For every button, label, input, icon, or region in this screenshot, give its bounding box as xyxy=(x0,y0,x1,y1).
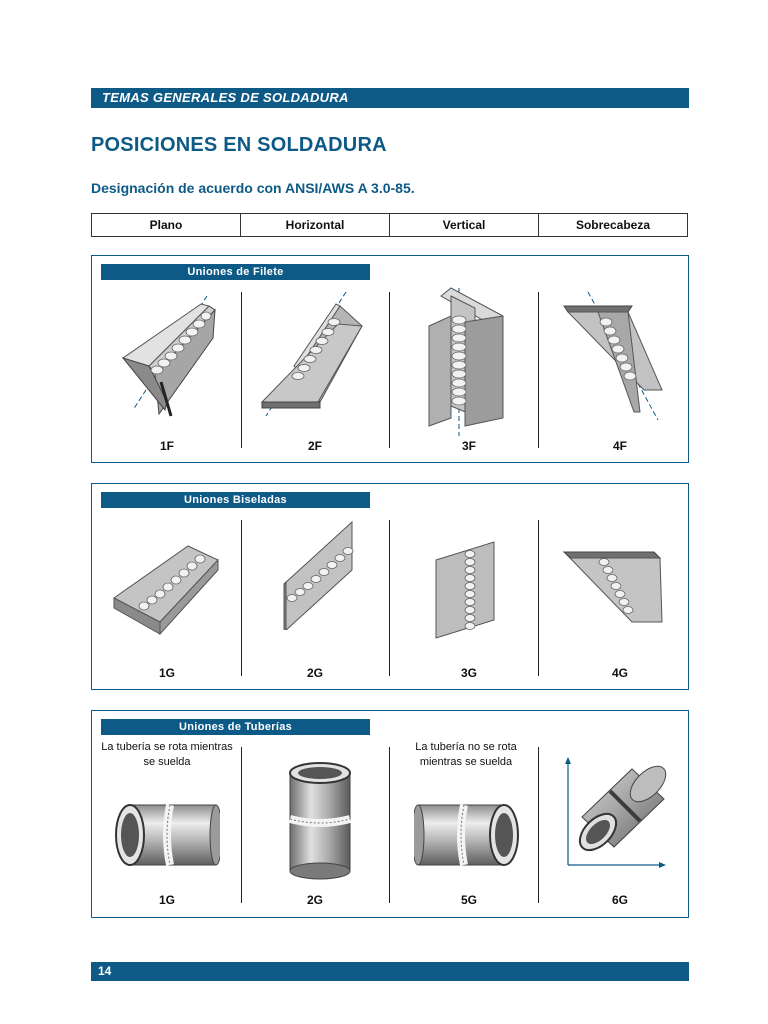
groove-overhead-figure xyxy=(562,548,672,628)
groove-caption-4g: 4G xyxy=(611,666,628,680)
fillet-caption-4f: 4F xyxy=(612,439,627,453)
pipe-5g-figure xyxy=(414,799,520,871)
fillet-caption-3f: 3F xyxy=(461,439,476,453)
pipe-rotated-note: La tubería se rota mientras se suelda xyxy=(101,741,233,768)
fillet-overhead-figure xyxy=(562,286,672,426)
position-vertical: Vertical xyxy=(390,214,539,236)
positions-table xyxy=(91,213,688,237)
fillet-caption-1f: 1F xyxy=(159,439,174,453)
column-divider xyxy=(241,292,242,448)
column-divider xyxy=(538,292,539,448)
pipe-caption-5g: 5G xyxy=(460,893,477,907)
pipe-caption-1g: 1G xyxy=(158,893,175,907)
pipe-panel-label: Uniones de Tuberías xyxy=(101,719,370,735)
groove-caption-2g: 2G xyxy=(306,666,323,680)
groove-vertical-figure xyxy=(432,536,502,646)
column-divider xyxy=(389,747,390,903)
pipe-6g-figure xyxy=(560,757,670,875)
groove-horizontal-figure xyxy=(278,520,358,630)
fillet-horizontal-figure xyxy=(258,286,378,426)
groove-caption-1g: 1G xyxy=(158,666,175,680)
position-horizontal: Horizontal xyxy=(241,214,390,236)
column-divider xyxy=(241,520,242,676)
pipe-fixed-note: La tubería no se rota mientras se suelda xyxy=(415,741,517,768)
groove-caption-3g: 3G xyxy=(460,666,477,680)
pipe-caption-2g: 2G xyxy=(306,893,323,907)
groove-flat-figure xyxy=(110,540,222,640)
page-title: POSICIONES EN SOLDADURA xyxy=(91,134,387,156)
fillet-vertical-figure xyxy=(419,286,519,436)
fillet-panel-label: Uniones de Filete xyxy=(101,264,370,280)
page-number: 14 xyxy=(98,964,112,978)
header-band xyxy=(91,88,689,108)
position-overhead: Sobrecabeza xyxy=(575,218,651,232)
pipe-2g-figure xyxy=(282,759,358,885)
fillet-flat-figure xyxy=(109,286,229,426)
pipe-caption-6g: 6G xyxy=(611,893,628,907)
groove-joints-panel xyxy=(91,483,689,690)
fillet-joints-panel xyxy=(91,255,689,463)
column-divider xyxy=(538,747,539,903)
footer-band xyxy=(91,962,689,981)
column-divider xyxy=(389,292,390,448)
pipe-1g-figure xyxy=(114,799,220,871)
column-divider xyxy=(389,520,390,676)
column-divider xyxy=(241,747,242,903)
groove-panel-label: Uniones Biseladas xyxy=(101,492,370,508)
pipe-joints-panel xyxy=(91,710,689,918)
column-divider xyxy=(538,520,539,676)
page-subtitle: Designación de acuerdo con ANSI/AWS A 3.0-85. xyxy=(91,180,415,196)
section-header: TEMAS GENERALES DE SOLDADURA xyxy=(102,90,349,105)
position-flat: Plano xyxy=(92,214,241,236)
fillet-caption-2f: 2F xyxy=(307,439,322,453)
